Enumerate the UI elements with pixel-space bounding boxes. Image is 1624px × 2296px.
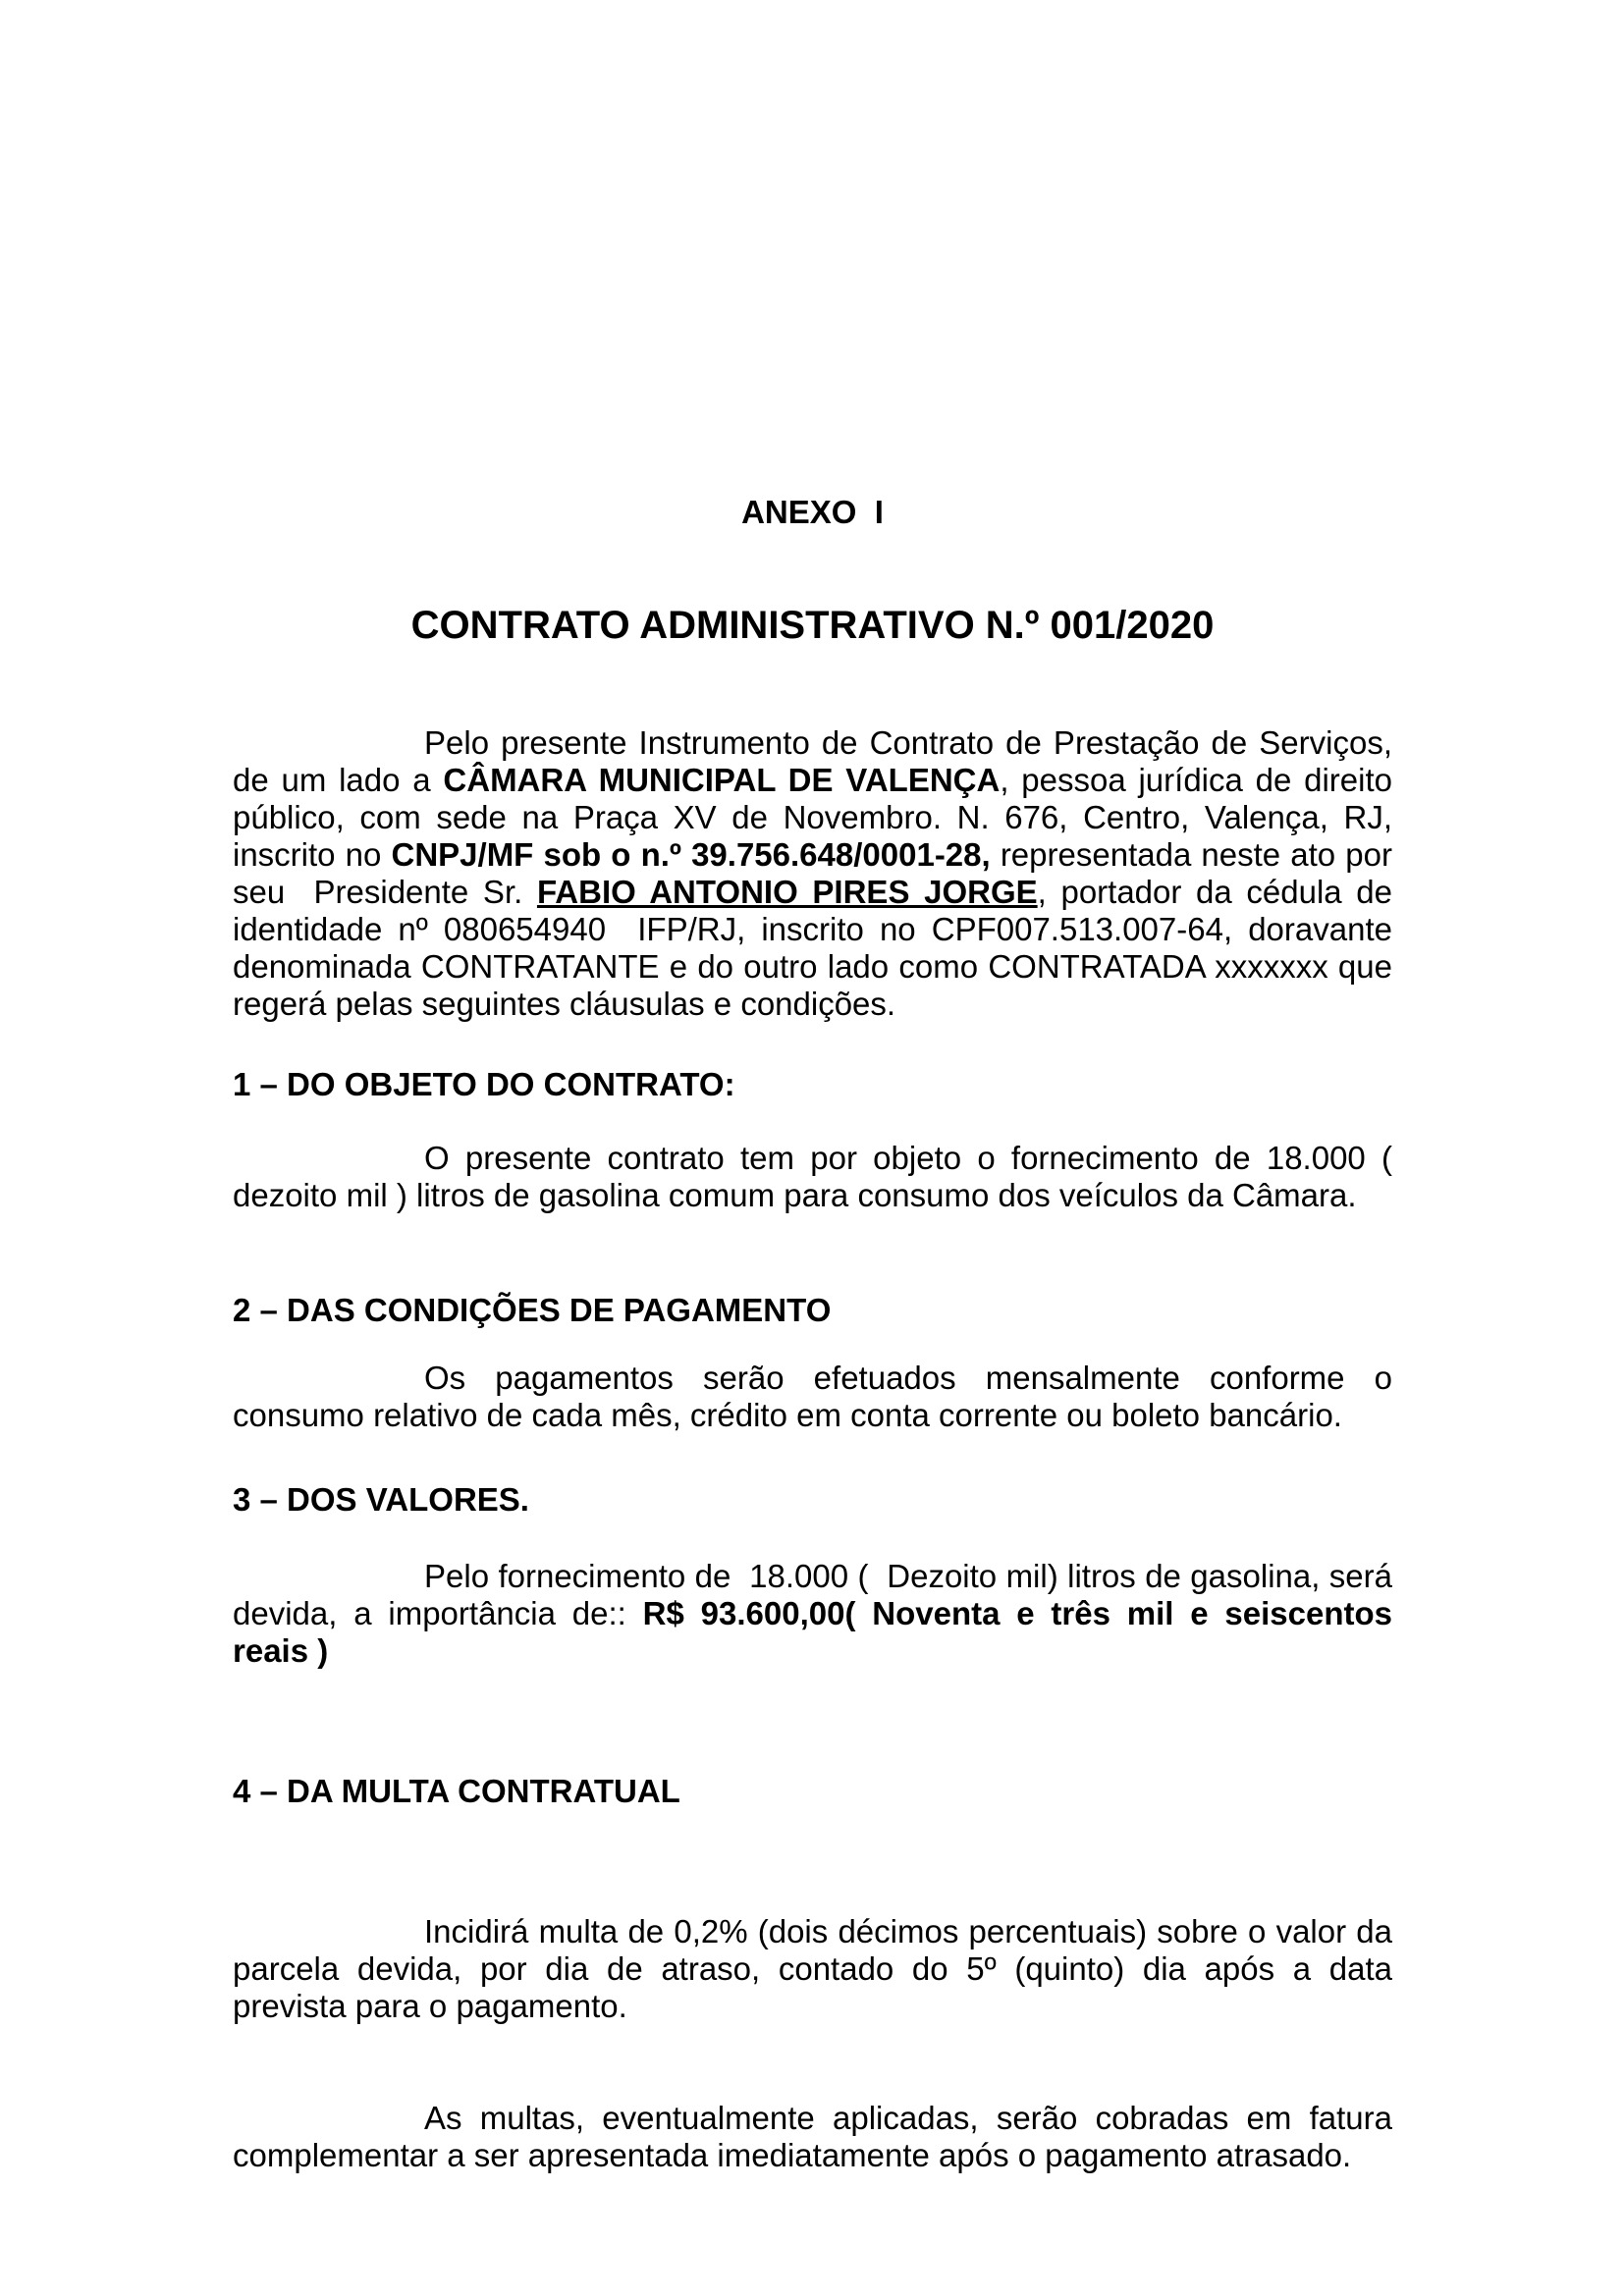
section-4-paragraphs bbox=[233, 1839, 1402, 2249]
representative-intro: representada neste ato por seu Presidente Sr. bbox=[233, 836, 1402, 910]
section-4-heading: 4 – DA MULTA CONTRATUAL bbox=[233, 1773, 680, 1809]
section-2-paragraph bbox=[233, 1360, 1402, 1434]
contracting-party-name: CÂMARA MUNICIPAL DE VALENÇA bbox=[443, 762, 1001, 798]
payment-terms-text: Os pagamentos serão efetuados mensalmente conforme o consumo relativo de cada mês, crédito em conta corrente ou boleto bancário. bbox=[233, 1360, 1402, 1433]
section-3-paragraph bbox=[233, 1558, 1402, 1670]
penalty-billing-text: As multas, eventualmente aplicadas, serão cobradas em fatura complementar a ser apresentada imediatamente após o pagamento atrasado. bbox=[233, 2100, 1402, 2173]
section-4-paragraph-2 bbox=[233, 2100, 1402, 2174]
section-1-paragraph bbox=[233, 1140, 1402, 1214]
party-description: , pessoa jurídica de direito público, com sede na Praça XV de Novembro. N. 676, Centro, Valença, RJ, inscrito no bbox=[233, 762, 1402, 873]
preamble-intro: Pelo presente Instrumento de Contrato de Prestação de Serviços, de um lado a bbox=[233, 724, 1402, 798]
preamble-paragraph bbox=[233, 724, 1402, 1023]
supply-amount-text: Pelo fornecimento de 18.000 ( Dezoito mil) litros de gasolina, será devida, a importância de:: bbox=[233, 1558, 1402, 1631]
section-3-heading: 3 – DOS VALORES. bbox=[233, 1481, 529, 1518]
object-text: O presente contrato tem por objeto o fornecimento de 18.000 ( dezoito mil ) litros de gasolina comum para consumo dos veículos da Câmara. bbox=[233, 1140, 1402, 1213]
section-1-heading: 1 – DO OBJETO DO CONTRATO: bbox=[233, 1066, 735, 1102]
section-4-paragraph-1 bbox=[233, 1913, 1402, 2025]
penalty-text: Incidirá multa de 0,2% (dois décimos percentuais) sobre o valor da parcela devida, por dia de atraso, contado do 5º (quinto) dia após a data prevista para o pagamento. bbox=[233, 1913, 1402, 2024]
contract-value: R$ 93.600,00( Noventa e três mil e seiscentos reais ) bbox=[233, 1595, 1402, 1669]
contract-title: CONTRATO ADMINISTRATIVO N.º 001/2020 bbox=[410, 604, 1215, 647]
section-2-heading: 2 – DAS CONDIÇÕES DE PAGAMENTO bbox=[233, 1292, 832, 1328]
preamble-rest: , portador da cédula de identidade nº 080654940 IFP/RJ, inscrito no CPF007.513.007-64, doravante denominada CONTRATANTE e do outro lado como CONTRATADA xxxxxxx que regerá pelas seguintes cláusulas e condições. bbox=[233, 874, 1402, 1022]
annex-title: ANEXO I bbox=[741, 494, 884, 530]
president-name: FABIO ANTONIO PIRES JORGE bbox=[536, 874, 1038, 910]
cnpj-number: CNPJ/MF sob o n.º 39.756.648/0001-28, bbox=[391, 836, 991, 873]
